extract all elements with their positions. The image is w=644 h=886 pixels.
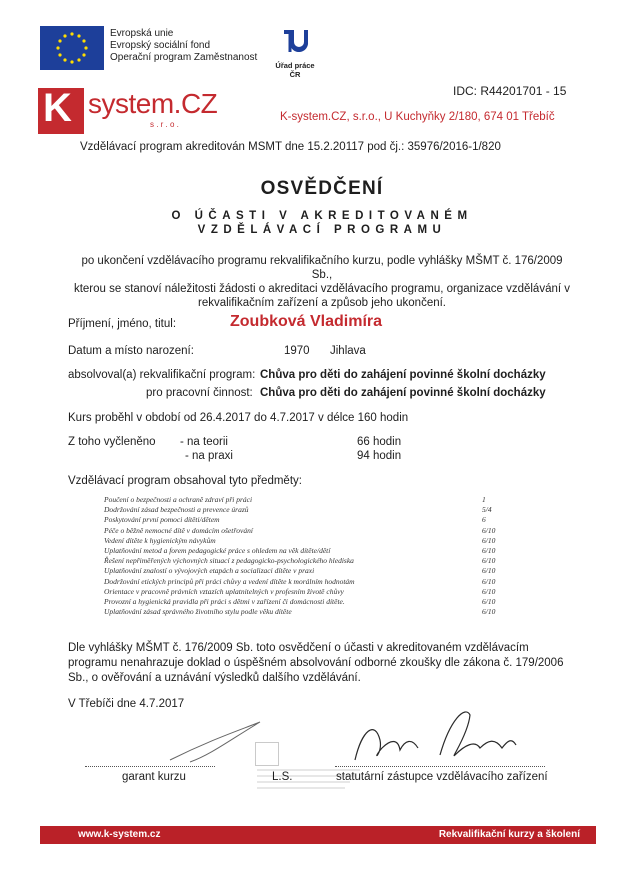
theory-hours: 66 hodin <box>357 436 402 448</box>
subject-row <box>104 495 624 505</box>
subject-name: Péče o běžně nemocné dítě v domácím ošetřování <box>104 525 253 535</box>
k-system-logo-mark <box>38 88 84 134</box>
intro-line: po ukončení vzdělávacího programu rekvalifikačního kurzu, podle vyhlášky MŠMT č. 176/2009 Sb., <box>81 255 563 281</box>
director-signature-line <box>335 766 545 767</box>
subject-hours: 5/4 <box>482 505 492 515</box>
certificate-subtitle-1: O ÚČASTI V AKREDITOVANÉM <box>171 210 473 222</box>
stamp-box <box>255 742 279 766</box>
intro-paragraph <box>70 254 574 310</box>
activity-label: pro pracovní činnost: <box>146 387 253 399</box>
footer-bar <box>40 826 596 844</box>
subject-name: Orientace v pracovně právních vztazích uplatnitelných v profesním životě chůvy <box>104 586 344 596</box>
subject-name: Poučení o bezpečnosti a ochraně zdraví při práci <box>104 495 253 504</box>
subject-row <box>104 577 624 587</box>
participant-name: Zoubková Vladimíra <box>230 313 383 330</box>
program-label: absolvoval(a) rekvalifikační program: <box>68 369 256 381</box>
subject-name: Dodržování zásad bezpečnosti a prevence úrazů <box>104 505 249 515</box>
idc-number: IDC: R44201701 - 15 <box>453 84 567 98</box>
eu-line: Operační program Zaměstnanost <box>110 52 258 63</box>
subject-row <box>104 526 624 536</box>
subject-hours: 6/10 <box>482 545 496 555</box>
subject-hours: 1 <box>482 495 486 504</box>
subject-hours: 6/10 <box>482 556 496 566</box>
subject-row <box>104 566 624 576</box>
subject-hours: 6/10 <box>482 586 496 596</box>
split-label: Z toho vyčleněno <box>68 436 156 448</box>
closing-line: programu nenahrazuje doklad o úspěšném absolvování odborné zkoušky dle zákona č. 179/2006 <box>68 657 564 669</box>
k-system-logo-sub: s . r . o . <box>150 120 179 129</box>
company-stamp <box>255 742 365 792</box>
course-period: Kurs proběhl v období od 26.4.2017 do 4.7.2017 v délce 160 hodin <box>68 412 409 424</box>
certificate-subtitle-2: VZDĚLÁVACÍ PROGRAMU <box>197 224 447 236</box>
subject-row <box>104 546 624 556</box>
urad-prace-label: Úřad práce ČR <box>275 61 315 79</box>
birth-place: Jihlava <box>330 345 366 357</box>
subject-row <box>104 607 624 617</box>
closing-line: Dle vyhlášky MŠMT č. 176/2009 Sb. toto osvědčení o účasti v akreditovaném vzdělávacím <box>68 642 529 654</box>
intro-line: kterou se stanoví náležitosti žádosti o akreditaci vzdělávacího programu, organizace vzdělávání v <box>73 283 571 295</box>
subject-name: Uplatňování zásad správného životního stylu podle věku dítěte <box>104 607 292 617</box>
eu-line: Evropský sociální fond <box>110 40 211 51</box>
birth-label: Datum a místo narození: <box>68 345 194 357</box>
subject-hours: 6/10 <box>482 596 496 606</box>
subject-name: Provozní a hygienická pravidla při práci s dětmi v zařízení či domácnosti dítěte. <box>104 596 345 606</box>
eu-flag-logo <box>40 26 104 70</box>
eu-text-block <box>110 28 257 64</box>
guarantor-label: garant kurzu <box>122 771 186 783</box>
issue-date: V Třebíči dne 4.7.2017 <box>68 698 185 710</box>
accreditation-line: Vzdělávací program akreditován MSMT dne 15.2.20117 pod čj.: 35976/2016-1/820 <box>80 141 501 153</box>
k-system-logo <box>38 88 258 138</box>
guarantor-signature-line <box>85 766 215 767</box>
subject-hours: 6/10 <box>482 525 496 535</box>
subject-row <box>104 505 624 515</box>
subject-name: Vedení dítěte k hygienickým návykům <box>104 535 216 545</box>
closing-line: Sb., o ověřování a uznávání výsledků dalšího vzdělávání. <box>68 672 361 684</box>
urad-prace-logo <box>270 28 320 79</box>
footer-tagline: Rekvalifikační kurzy a školení <box>438 829 580 840</box>
subject-hours: 6/10 <box>482 576 496 586</box>
company-address: K-system.CZ, s.r.o., U Kuchyňky 2/180, 674 01 Třebíč <box>280 111 555 123</box>
subject-hours: 6/10 <box>482 566 496 576</box>
certificate-title: OSVĚDČENÍ <box>260 178 384 199</box>
director-signature-2 <box>440 712 516 756</box>
footer-website: www.k-system.cz <box>78 829 161 840</box>
subjects-list <box>104 495 624 617</box>
subject-hours: 6 <box>482 515 486 525</box>
subject-name: Dodržování etických principů při práci chůvy a vedení dítěte k morálním hodnotám <box>104 576 355 586</box>
k-system-logo-text: system.CZ <box>88 88 218 119</box>
intro-line: rekvalifikačním zařízení a způsob jeho ukončení. <box>197 297 447 309</box>
subject-hours: 6/10 <box>482 607 496 617</box>
subjects-label: Vzdělávací program obsahoval tyto předměty: <box>68 475 302 487</box>
program-value: Chůva pro děti do zahájení povinné školní docházky <box>260 369 546 381</box>
practice-label: - na praxi <box>185 450 233 462</box>
stamp-label: L.S. <box>272 771 293 783</box>
name-label: Příjmení, jméno, titul: <box>68 318 177 330</box>
practice-hours: 94 hodin <box>357 450 402 462</box>
subject-row <box>104 515 624 525</box>
urad-prace-icon <box>280 28 310 54</box>
subject-row <box>104 536 624 546</box>
subject-hours: 6/10 <box>482 535 496 545</box>
subject-name: Poskytování první pomoci dítěti/dětem <box>104 515 220 525</box>
subject-row <box>104 597 624 607</box>
k-system-logo-letter: K <box>43 86 72 130</box>
activity-value: Chůva pro děti do zahájení povinné školní docházky <box>260 387 546 399</box>
subject-row <box>104 587 624 597</box>
subject-name: Uplatňování metod a forem pedagogické práce s ohledem na věk dítěte/dětí <box>104 545 331 555</box>
director-label: statutární zástupce vzdělávacího zařízení <box>336 771 548 783</box>
eu-line: Evropská unie <box>110 28 174 39</box>
theory-label: - na teorii <box>180 436 228 448</box>
subject-name: Uplatňování znalostí o vývojových etapách a socializaci dítěte v praxi <box>104 566 315 576</box>
subject-name: Řešení nepřiměřených výchovných situací z pedagogicko-psychologického hlediska <box>104 556 354 566</box>
subject-row <box>104 556 624 566</box>
closing-paragraph <box>68 641 588 686</box>
guarantor-signature <box>170 722 260 762</box>
birth-year: 1970 <box>284 345 310 357</box>
